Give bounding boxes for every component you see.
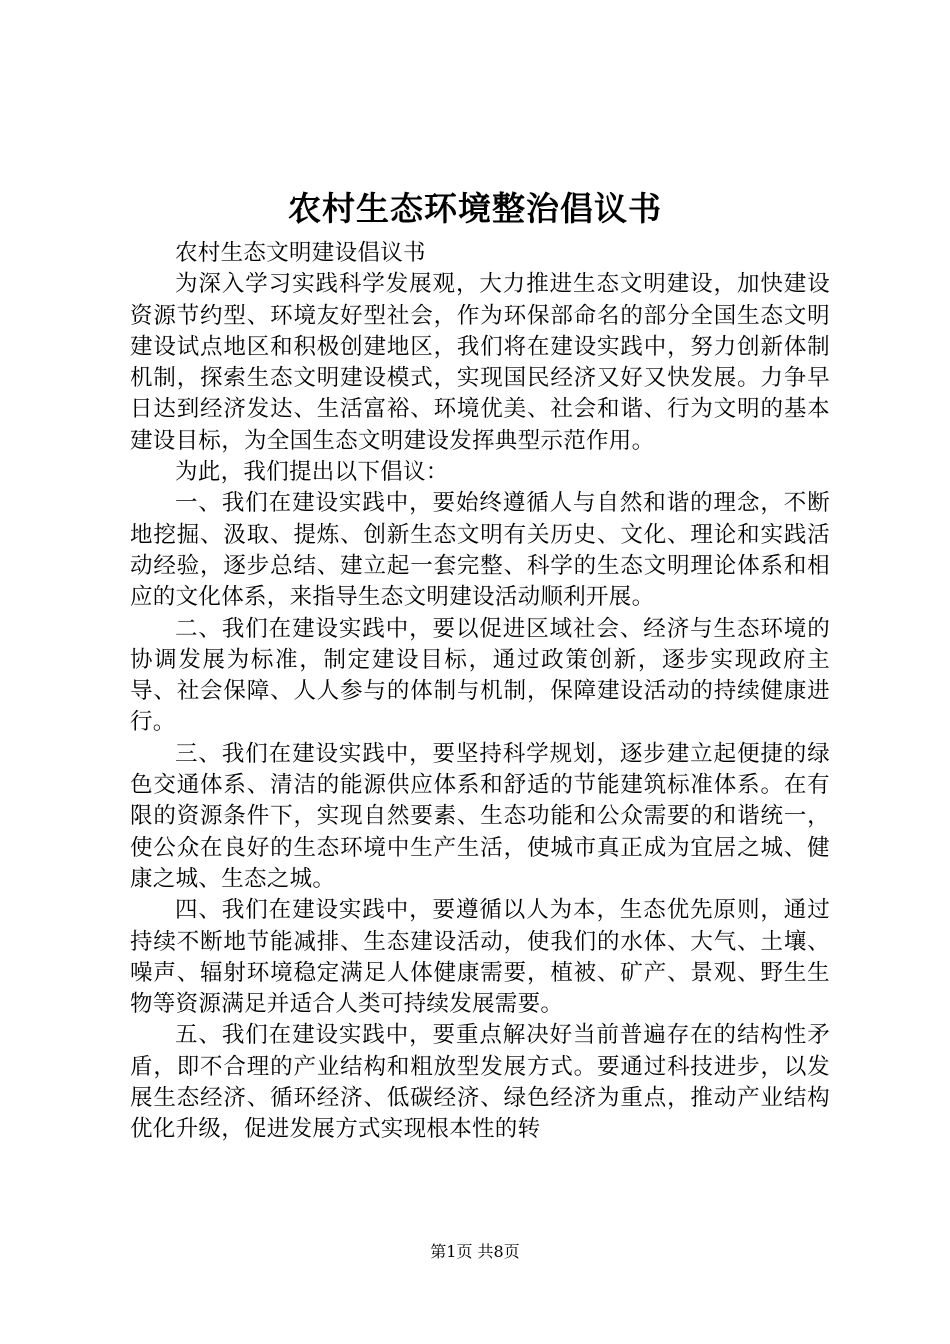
paragraph-proposal-lead: 为此，我们提出以下倡议： bbox=[175, 459, 449, 486]
document-title: 农村生态环境整治倡议书 bbox=[288, 189, 662, 228]
paragraph-item-3: 三、我们在建设实践中，要坚持科学规划，逐步建立起便捷的绿色交通体系、清洁的能源供应体系和舒适的节能建筑标准体系。在有限的资源条件下，实现自然要素、生态功能和公众需要的和谐统一，使公众在良好的生态环境中生产生活，使城市真正成为宜居之城、健康之城、生态之城。 bbox=[130, 740, 830, 892]
paragraph-subtitle: 农村生态文明建设倡议书 bbox=[175, 240, 426, 266]
paragraph-item-2: 二、我们在建设实践中，要以促进区域社会、经济与生态环境的协调发展为标准，制定建设目标，通过政策创新，逐步实现政府主导、社会保障、人人参与的体制与机制，保障建设活动的持续健康进行。 bbox=[130, 615, 830, 736]
paragraph-item-5: 五、我们在建设实践中，要重点解决好当前普遍存在的结构性矛盾，即不合理的产业结构和粗放型发展方式。要通过科技进步，以发展生态经济、循环经济、低碳经济、绿色经济为重点，推动产业结构优化升级，促进发展方式实现根本性的转 bbox=[130, 1022, 830, 1143]
paragraph-intro: 为深入学习实践科学发展观，大力推进生态文明建设，加快建设资源节约型、环境友好型社会，作为环保部命名的部分全国生态文明建设试点地区和积极创建地区，我们将在建设实践中，努力创新体制机制，探索生态文明建设模式，实现国民经济又好又快发展。力争早日达到经济发达、生活富裕、环境优美、社会和谐、行为文明的基本建设目标，为全国生态文明建设发挥典型示范作用。 bbox=[130, 271, 830, 454]
document-body bbox=[130, 238, 830, 1146]
paragraph-item-1: 一、我们在建设实践中，要始终遵循人与自然和谐的理念，不断地挖掘、汲取、提炼、创新生态文明有关历史、文化、理论和实践活动经验，逐步总结、建立起一套完整、科学的生态文明理论体系和相应的文化体系，来指导生态文明建设活动顺利开展。 bbox=[130, 490, 830, 611]
page-footer: 第1页 共8页 bbox=[430, 1242, 520, 1261]
paragraph-item-4: 四、我们在建设实践中，要遵循以人为本，生态优先原则，通过持续不断地节能减排、生态建设活动，使我们的水体、大气、土壤、噪声、辐射环境稳定满足人体健康需要，植被、矿产、景观、野生生物等资源满足并适合人类可持续发展需要。 bbox=[130, 897, 830, 1018]
